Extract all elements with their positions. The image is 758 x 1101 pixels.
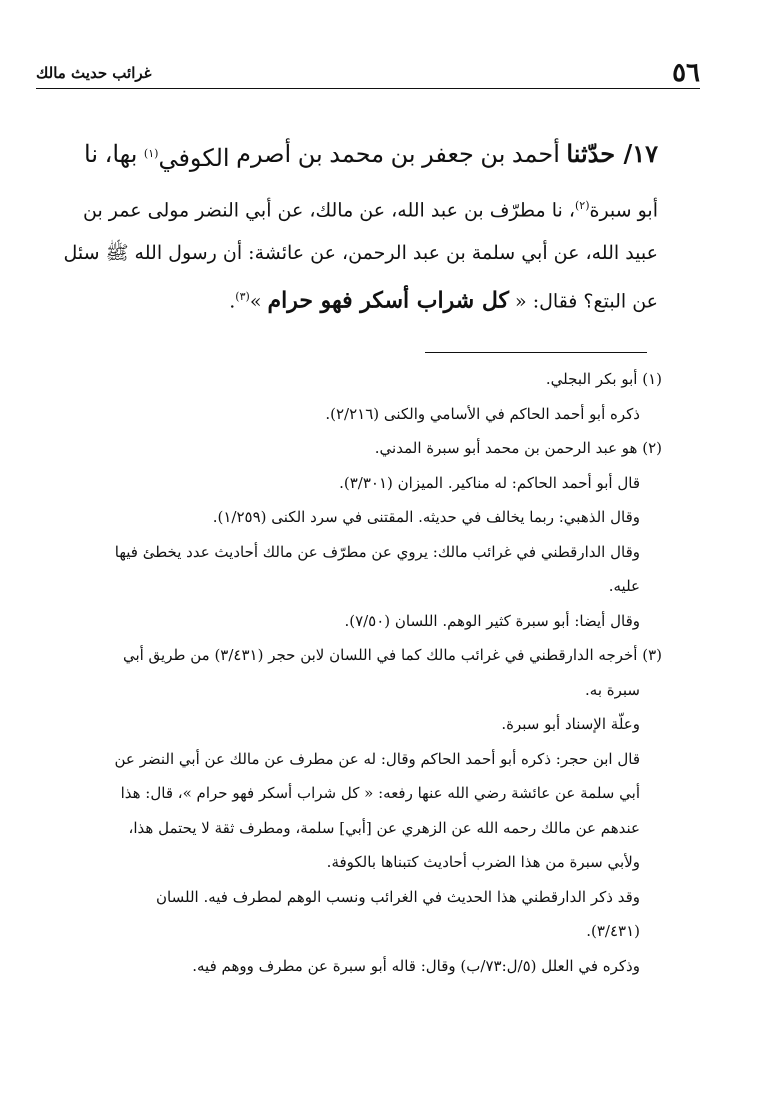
hadith-number: ١٧/ bbox=[623, 139, 658, 168]
word: نا bbox=[84, 140, 99, 168]
word: الكوفي bbox=[158, 144, 230, 172]
footnote-line: وقال الدارقطني في غرائب مالك: يروي عن مطرّف عن مالك أحاديث عدد يخطئ فيها bbox=[114, 542, 640, 561]
footnote-line: وقال الذهبي: ربما يخالف في حديثه. المقتنى في سرد الكنى (١/٢٥٩). bbox=[212, 508, 640, 526]
hadith-matn: كل شراب أسكر فهو حرام bbox=[267, 287, 509, 314]
footnote-ref: (١) bbox=[143, 147, 159, 160]
footnote-line: سبرة به. bbox=[585, 680, 640, 699]
word: أصرم bbox=[236, 140, 292, 168]
word: بن bbox=[480, 140, 506, 168]
hadith-line-2-rest: ، نا مطرّف بن عبد الله، عن مالك، عن أبي النضر مولى عمر بن bbox=[82, 199, 575, 222]
footnote-ref: (٢) bbox=[574, 199, 590, 212]
footnote-line: (٣) أخرجه الدارقطني في غرائب مالك كما في اللسان لابن حجر (٣/٤٣١) من طريق أبي bbox=[122, 646, 662, 664]
footnote-ref: (٣) bbox=[235, 290, 250, 304]
footnote-line: وعلّة الإسناد أبو سبرة. bbox=[501, 715, 640, 733]
hadith-line-4-start: عن البتع؟ فقال: « bbox=[515, 290, 658, 313]
footnote-line: ولأبي سبرة من هذا الضرب أحاديث كتبناها بالكوفة. bbox=[326, 853, 640, 871]
hadith-line-3 bbox=[63, 232, 658, 275]
footnote-separator bbox=[425, 352, 647, 353]
footnote-line: وقال أيضا: أبو سبرة كثير الوهم. اللسان (٧/٥٠). bbox=[344, 611, 640, 630]
footnote-line: (٢) هو عبد الرحمن بن محمد أبو سبرة المدني. bbox=[374, 439, 662, 457]
footnote-line: وذكره في العلل (٥/ل:٧٣/ب) وقال: قاله أبو سبرة عن مطرف ووهم فيه. bbox=[192, 956, 640, 975]
footnote-line: (٣/٤٣١). bbox=[586, 922, 640, 940]
hadith-lead-word: حدّثنا bbox=[566, 139, 616, 168]
word: جعفر bbox=[422, 140, 474, 168]
page-number: ٥٦ bbox=[672, 58, 700, 88]
footnote-line: أبي سلمة عن عائشة رضي الله عنها رفعه: « كل شراب أسكر فهو حرام »، قال: هذا bbox=[120, 784, 640, 802]
footnote-line: (١) أبو بكر البجلي. bbox=[545, 370, 662, 388]
hadith-line-2 bbox=[84, 184, 658, 232]
closing-quote: » bbox=[249, 290, 262, 313]
hadith-line-3-text: عبيد الله، عن أبي سلمة بن عبد الرحمن، عن عائشة: أن رسول الله ﷺ سئل bbox=[63, 242, 658, 265]
footnote-line: قال أبو أحمد الحاكم: له مناكير. الميزان (٣/٣٠١). bbox=[339, 473, 640, 492]
page-header bbox=[36, 58, 700, 89]
word: بها، bbox=[104, 140, 138, 168]
word: محمد bbox=[329, 140, 385, 168]
word: بن bbox=[297, 140, 323, 168]
word: أحمد bbox=[511, 140, 560, 168]
running-title: غرائب حديث مالك bbox=[36, 64, 152, 82]
footnote-line: ذكره أبو أحمد الحاكم في الأسامي والكنى (٢/٢١٦). bbox=[325, 404, 640, 423]
footnote-line: عندهم عن مالك رحمه الله عن الزهري عن [أبي] سلمة، ومطرف ثقة لا يحتمل هذا، bbox=[128, 818, 640, 837]
narrator: أبو سبرة bbox=[589, 199, 658, 222]
hadith-line-4 bbox=[84, 275, 658, 323]
full-stop: . bbox=[229, 290, 236, 313]
footnotes bbox=[64, 362, 662, 983]
footnote-line: قال ابن حجر: ذكره أبو أحمد الحاكم وقال: له عن مطرف عن مالك عن أبي النضر عن bbox=[114, 749, 640, 768]
footnote-line: وقد ذكر الدارقطني هذا الحديث في الغرائب ونسب الوهم لمطرف فيه. اللسان bbox=[156, 887, 640, 906]
footnote-line: عليه. bbox=[608, 577, 640, 595]
hadith-line-1 bbox=[84, 128, 658, 184]
word: بن bbox=[390, 140, 416, 168]
hadith-text bbox=[63, 128, 658, 324]
